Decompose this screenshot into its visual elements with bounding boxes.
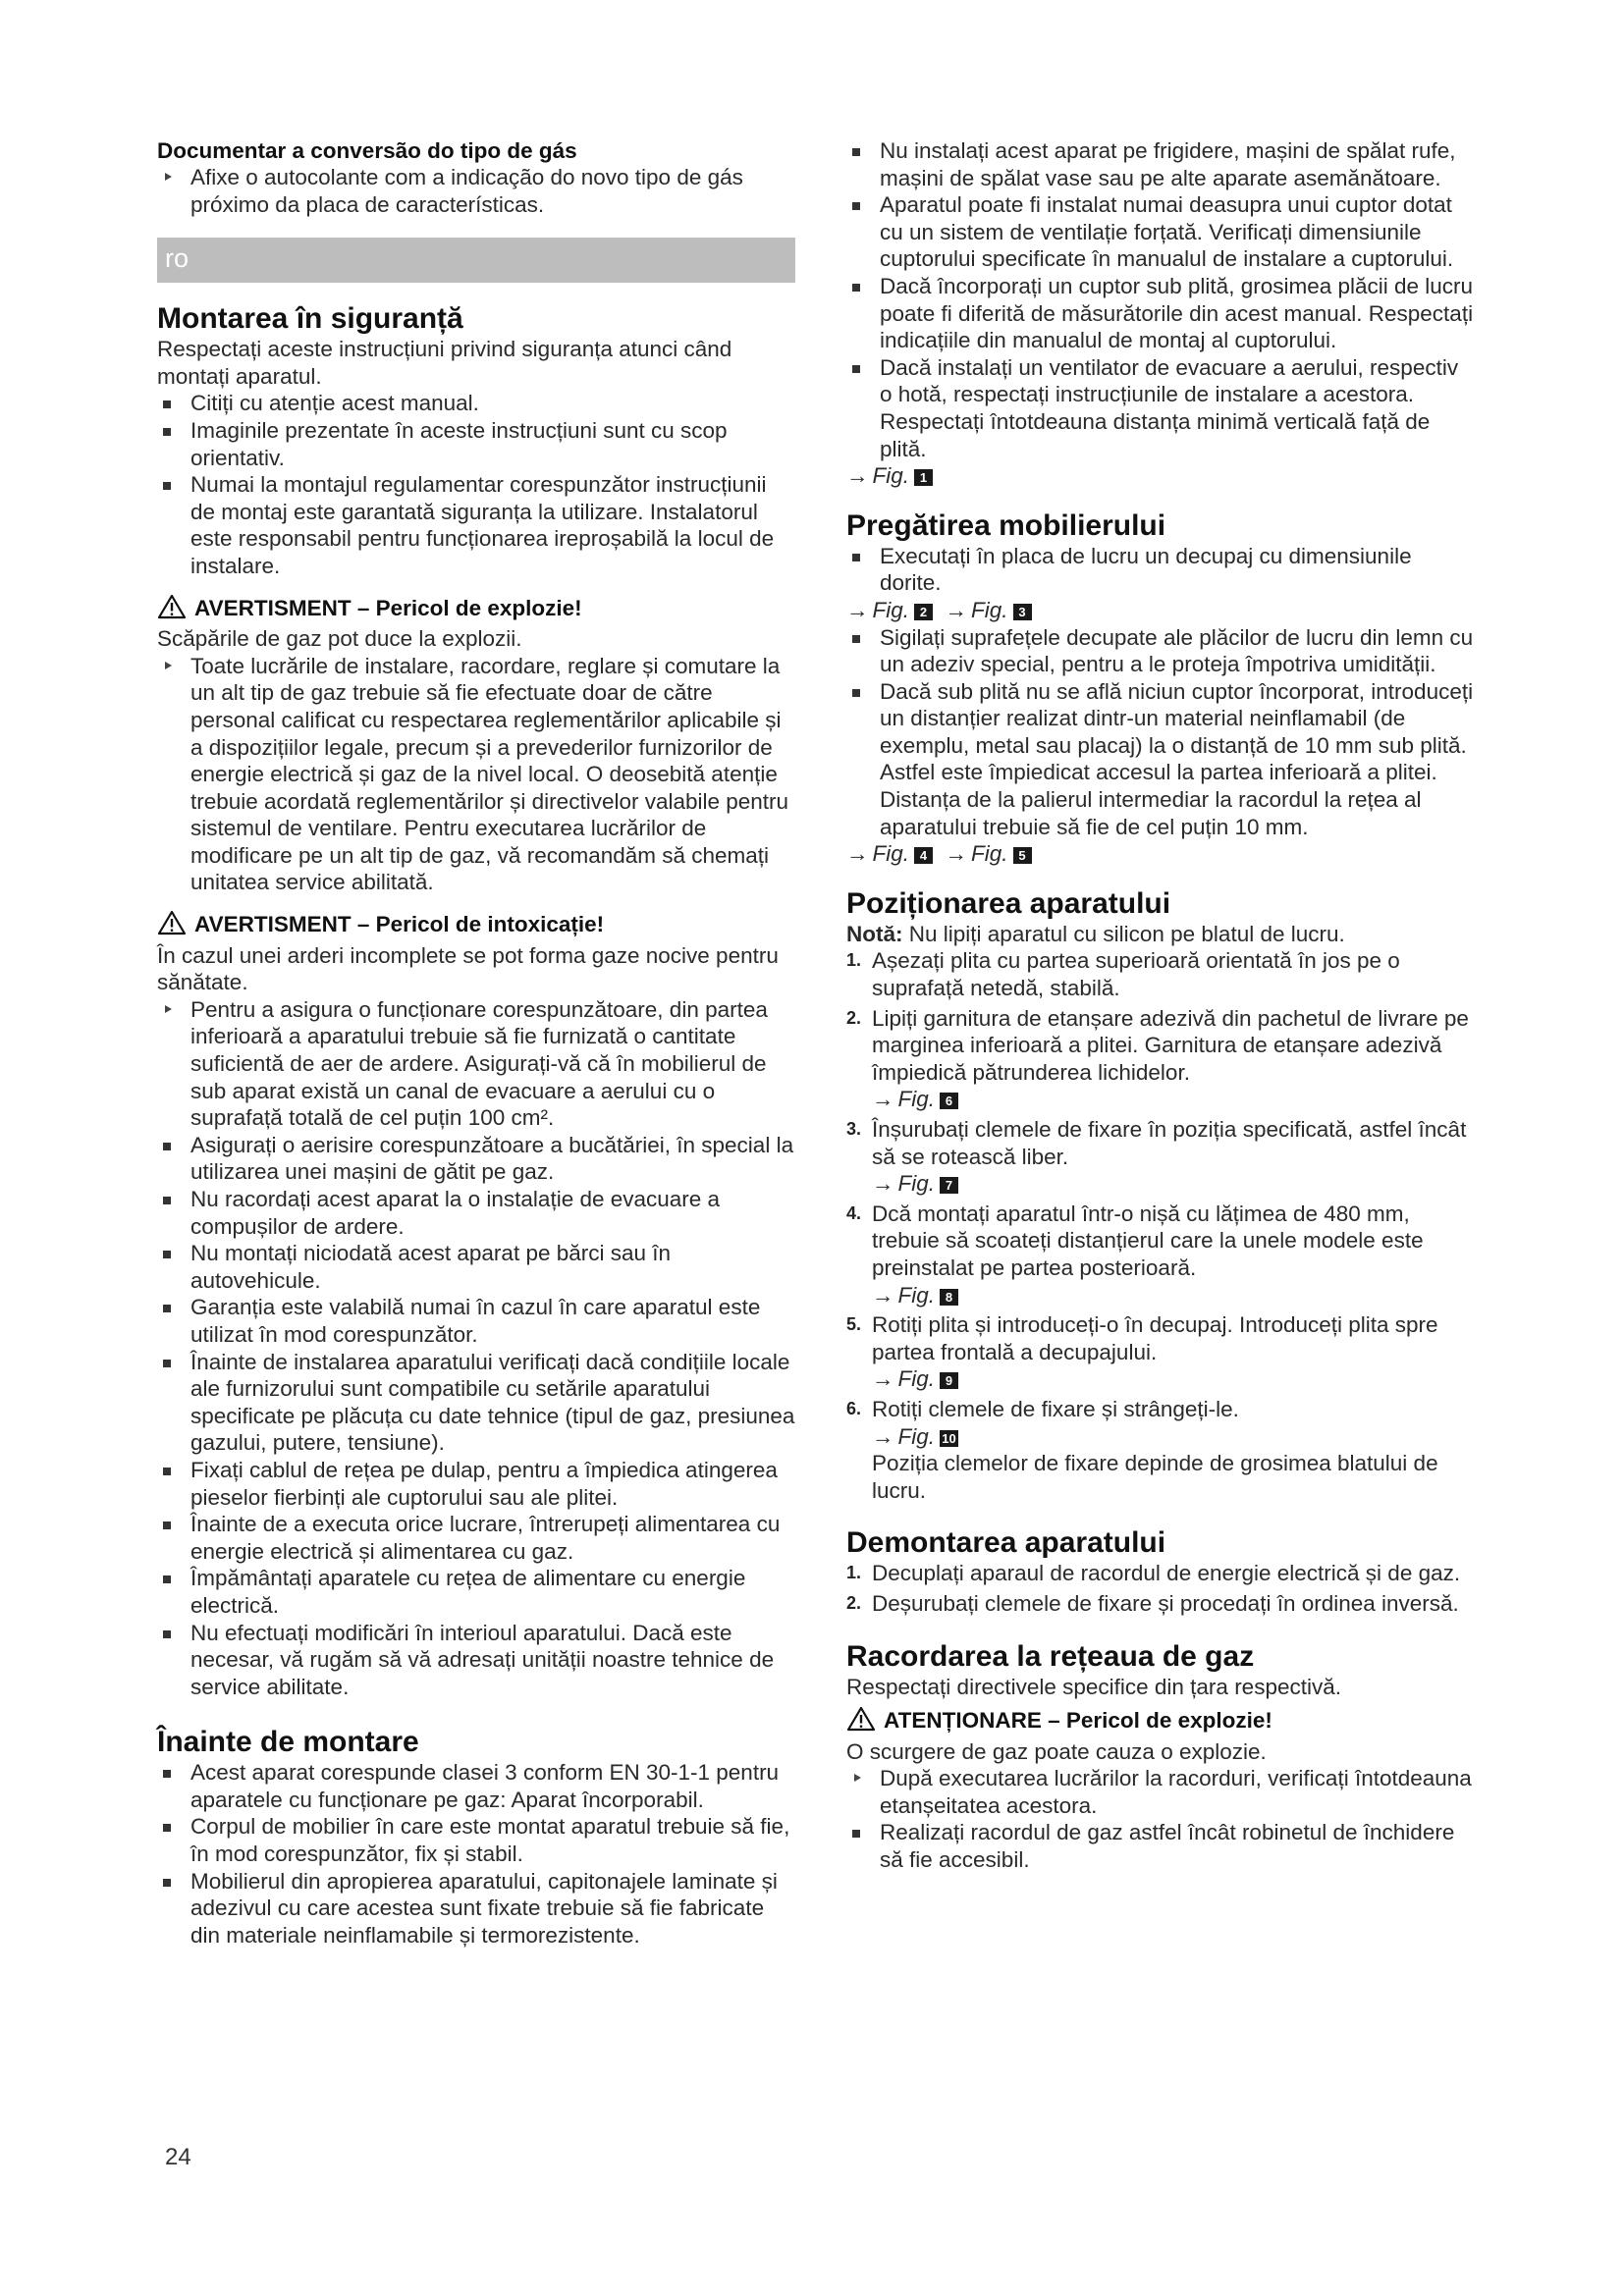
list-item: Nu montați niciodată acest aparat pe bărci sau în autovehicule. (157, 1240, 795, 1294)
arrow-right-icon: → (872, 1282, 894, 1308)
montarea-heading: Montarea în siguranță (157, 302, 463, 336)
step-item: 1. Decuplați aparaul de racordul de energie electrică și de gaz. (846, 1561, 1461, 1586)
pregatirea-heading: Pregătirea mobilierului (846, 508, 1166, 542)
list-item: Dacă încorporați un cuptor sub plită, grosimea plăcii de lucru poate fi diferită de măsurătorile din acest manual. Respectați indicațiile din manualul de montaj al cuptorului. (846, 273, 1475, 354)
list-item: Sigilați suprafețele decupate ale plăcilor de lucru din lemn cu un adeziv special, pentru a le proteja împotriva umidității. (846, 624, 1475, 678)
list-item: Pentru a asigura o funcționare corespunzătoare, din partea inferioară a aparatului trebuie să fie furnizată o cantitate suficientă de aer de ardere. Asigurați-vă că în mobilierul de sub aparat există un canal de evacuare a aerului cu o suprafață totală de cel puțin 100 cm². (157, 996, 795, 1132)
figure-reference: → Fig. 6 (872, 1086, 1475, 1113)
racordarea-heading: Racordarea la rețeaua de gaz (846, 1639, 1255, 1673)
demontarea-heading: Demontarea aparatului (846, 1526, 1166, 1560)
montarea-intro: Respectați aceste instrucțiuni privind siguranța atunci când montați aparatul. (157, 337, 732, 389)
figure-number-badge: 6 (940, 1093, 958, 1109)
racordarea-intro: Respectați directivele specifice din țara respectivă. (846, 1674, 1341, 1699)
list-item: Asigurați o aerisire corespunzătoare a bucătăriei, în special la utilizarea unei mașini de gătit pe gaz. (157, 1132, 795, 1186)
arrow-right-icon: → (945, 597, 968, 622)
figure-number-badge: 10 (940, 1430, 958, 1447)
figure-reference: → Fig. 9 (872, 1365, 1475, 1393)
list-item: Citiți cu atenție acest manual. (157, 390, 795, 417)
warning-title-explosion: AVERTISMENT – Pericol de explozie! (157, 594, 795, 626)
warning-triangle-icon (157, 594, 187, 626)
list-item: Dacă instalați un ventilator de evacuare a aerului, respectiv o hotă, respectați instrucțiunile de instalare a acestora. Respectați întotdeauna distanța minimă verticală față de plită. (846, 354, 1475, 462)
list-item: Înainte de a executa orice lucrare, întrerupeți alimentarea cu energie electrică și alimentarea cu gaz. (157, 1511, 795, 1565)
list-item: Nu racordați acest aparat la o instalație de evacuare a compușilor de ardere. (157, 1186, 795, 1240)
step-note: Poziția clemelor de fixare depinde de grosimea blatului de lucru. (872, 1451, 1438, 1503)
figure-number-badge: 9 (940, 1372, 958, 1389)
pozitionarea-heading: Poziționarea aparatului (846, 886, 1171, 920)
arrow-right-icon: → (872, 1087, 894, 1112)
list-item: Toate lucrările de instalare, racordare, reglare și comutare la un alt tip de gaz trebuie să fie efectuate doar de către personal calificat cu respectarea reglementărilor aplicabile și a dispozițiilor legale, precum și a prevederilor furnizorilor de energie electrică și gaz de la nivel local. O deosebită atenție trebuie acordată reglementărilor și directivelor valabile pentru sistemul de ventilare. Pentru executarea lucrărilor de modificare pe un alt tip de gaz, vă recomandăm să chemați unitatea service abilitată. (157, 653, 795, 896)
language-bar (157, 238, 795, 283)
warning-triangle-icon (846, 1706, 876, 1738)
list-item: Corpul de mobilier în care este montat aparatul trebuie să fie, în mod corespunzător, fix și stabil. (157, 1813, 795, 1867)
warning-list (846, 1765, 1475, 1819)
page-number: 24 (165, 2144, 191, 2170)
demontarea-steps (846, 1560, 1475, 1617)
figure-number-badge: 4 (914, 847, 933, 864)
warning-triangle-icon (157, 910, 187, 942)
list-item: Executați în placa de lucru un decupaj cu dimensiunile dorite. (846, 543, 1475, 597)
list-item: Fixați cablul de rețea pe dulap, pentru a împiedica atingerea pieselor fierbinți ale cuptorului sau ale plitei. (157, 1457, 795, 1511)
list-item: Nu instalați acest aparat pe frigidere, mașini de spălat rufe, mașini de spălat vase sau pe alte aparate asemănătoare. (846, 137, 1475, 191)
note: Notă: Nu lipiți aparatul cu silicon pe blatul de lucru. (846, 921, 1345, 946)
figure-number-badge: 5 (1013, 847, 1032, 864)
safety-list (157, 1132, 795, 1700)
list-item: Aparatul poate fi instalat numai deasupra unui cuptor dotat cu un sistem de ventilație forțată. Verificați dimensiunile cuptorului specificate în manualul de instalare a cuptorului. (846, 191, 1475, 273)
pt-list (157, 164, 795, 218)
step-item: 4. Dcă montați aparatul într-o nișă cu lățimea de 480 mm, trebuie să scoateți distanțierul care la unele modele este preinstalat pe partea posterioară. → Fig. 8 (846, 1201, 1475, 1308)
arrow-right-icon: → (945, 841, 968, 867)
figure-reference: → Fig. 8 (872, 1282, 1475, 1309)
step-item: 5. Rotiți plita și introduceți-o în decupaj. Introduceți plita spre partea frontală a decupajului. → Fig. 9 (846, 1311, 1475, 1393)
right-column (846, 137, 1475, 1874)
left-column (157, 137, 795, 1949)
list-item: Acest aparat corespunde clasei 3 conform EN 30-1-1 pentru aparatele cu funcționare pe gaz: Aparat încorporabil. (157, 1759, 795, 1813)
figure-number-badge: 7 (940, 1177, 958, 1194)
montarea-list (157, 390, 795, 579)
arrow-right-icon: → (846, 841, 869, 867)
figure-number-badge: 8 (940, 1289, 958, 1306)
language-tag: ro (165, 243, 189, 274)
list-item: Mobilierul din apropierea aparatului, capitonajele laminate și adezivul cu care acestea sunt fixate trebuie să fie fabricate din materiale neinflamabile și termorezistente. (157, 1868, 795, 1949)
arrow-right-icon: → (872, 1366, 894, 1392)
step-item: 3. Înșurubați clemele de fixare în poziția specificată, astfel încât să se rotească liber. → Fig. 7 (846, 1116, 1475, 1198)
warning-text: Scăpările de gaz pot duce la explozii. (157, 626, 522, 652)
list-item: Imaginile prezentate în aceste instrucțiuni sunt cu scop orientativ. (157, 417, 795, 471)
arrow-right-icon: → (846, 463, 869, 489)
figure-reference: → Fig. 4 → Fig. 5 (846, 840, 1475, 868)
list-item: Nu efectuați modificări în interioul aparatului. Dacă este necesar, vă rugăm să vă adresați unității noastre tehnice de service abilitate. (157, 1620, 795, 1701)
warning-text: În cazul unei arderi incomplete se pot forma gaze nocive pentru sănătate. (157, 942, 779, 995)
figure-reference: → Fig. 10 (872, 1423, 1475, 1451)
step-item: 2. Lipiți garnitura de etanșare adezivă din pachetul de livrare pe marginea inferioară a plitei. Garnitura de etanșare adezivă împiedică pătrunderea lichidelor. → Fig. 6 (846, 1005, 1475, 1113)
arrow-right-icon: → (846, 597, 869, 622)
right-top-list (846, 137, 1475, 462)
pt-heading: Documentar a conversão do tipo de gás (157, 138, 577, 163)
step-item: 1. Așezați plita cu partea superioară orientată în jos pe o suprafață netedă, stabilă. (846, 948, 1400, 1001)
inainte-heading: Înainte de montare (157, 1726, 419, 1759)
warning-list (157, 653, 795, 896)
pregatirea-list (846, 543, 1475, 597)
list-item: Garanția este valabilă numai în cazul în care aparatul este utilizat în mod corespunzător. (157, 1294, 795, 1348)
list-item: Dacă sub plită nu se află niciun cuptor încorporat, introduceți un distanțier realizat dintr-un material neinflamabil (de exemplu, metal sau placaj) la o distanță de 10 mm sub plită. Astfel este împiedicat accesul la partea inferioară a plitei. Distanța de la palierul intermediar la racordul la rețea al aparatului trebuie să fie de cel puțin 10 mm. (846, 678, 1475, 841)
warning-title-attention: ATENȚIONARE – Pericol de explozie! (846, 1706, 1475, 1738)
pregatirea-list-2 (846, 624, 1475, 841)
figure-reference: → Fig. 2 → Fig. 3 (846, 597, 1475, 624)
warning-list (157, 996, 795, 1132)
arrow-right-icon: → (872, 1423, 894, 1449)
figure-number-badge: 2 (914, 604, 933, 620)
figure-reference: → Fig. 1 (846, 462, 1475, 490)
list-item: După executarea lucrărilor la racorduri, verificați întotdeauna etanșeitatea acestora. (846, 1765, 1475, 1819)
arrow-right-icon: → (872, 1171, 894, 1197)
inainte-list (157, 1759, 795, 1949)
figure-number-badge: 1 (914, 469, 933, 486)
warning-title-intoxication: AVERTISMENT – Pericol de intoxicație! (157, 910, 795, 942)
step-item: 6. Rotiți clemele de fixare și strângeți-le. → Fig. 10 Poziția clemelor de fixare depinde de grosimea blatului de lucru. (846, 1396, 1475, 1504)
list-item: Împământați aparatele cu rețea de alimentare cu energie electrică. (157, 1565, 795, 1619)
list-item: Numai la montajul regulamentar corespunzător instrucțiunii de montaj este garantată siguranța la utilizare. Instalatorul este responsabil pentru funcționarea ireproșabilă la locul de instalare. (157, 471, 795, 579)
list-item: Înainte de instalarea aparatului verificați dacă condițiile locale ale furnizorului sunt compatibile cu setările aparatului specificate pe plăcuța cu date tehnice (tipul de gaz, presiunea gazului, putere, tensiune). (157, 1349, 795, 1457)
list-item: Realizați racordul de gaz astfel încât robinetul de închidere să fie accesibil. (846, 1819, 1475, 1873)
step-item: 2. Deșurubați clemele de fixare și procedați în ordinea inversă. (846, 1590, 1459, 1616)
racordarea-list (846, 1819, 1475, 1873)
pozitionarea-steps (846, 947, 1475, 1504)
figure-number-badge: 3 (1013, 604, 1032, 620)
list-item: Afixe o autocolante com a indicação do novo tipo de gás próximo da placa de características. (157, 164, 795, 218)
figure-reference: → Fig. 7 (872, 1170, 1475, 1198)
warning-text: O scurgere de gaz poate cauza o explozie. (846, 1738, 1267, 1764)
